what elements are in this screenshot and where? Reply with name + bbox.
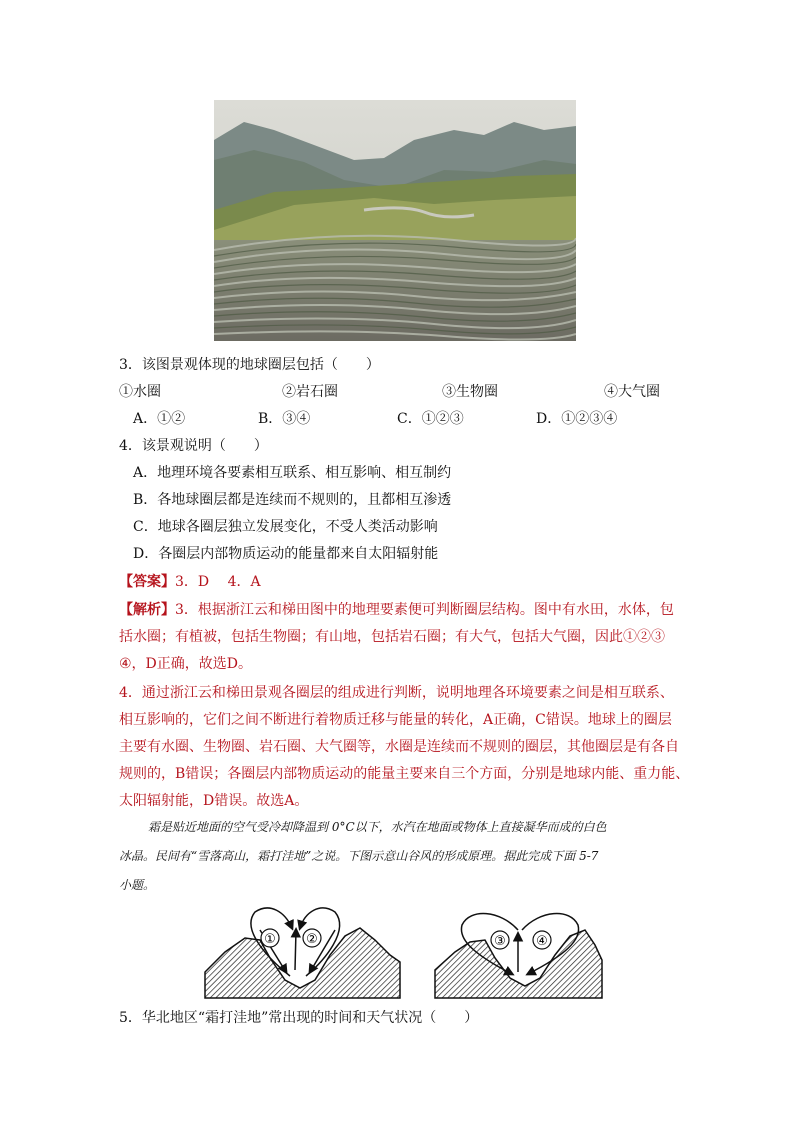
q4-option-a: A．地理环境各要素相互联系、相互影响、相互制约 xyxy=(133,465,452,481)
analysis-p2-line-1: 4．通过浙江云和梯田景观各圈层的组成进行判断，说明地理各环境要素之间是相互联系、 xyxy=(119,685,674,701)
diagram-label-2: ② xyxy=(306,932,318,947)
q3-option-a: A．①② xyxy=(133,411,186,427)
q3-item-1: ①水圈 xyxy=(119,384,161,400)
analysis-line-1 xyxy=(119,600,674,620)
intro-line-3: 小题。 xyxy=(119,878,156,892)
analysis-p2-line-5: 太阳辐射能，D错误。故选A。 xyxy=(119,793,309,809)
analysis-p2-line-4: 规则的，B错误；各圈层内部物质运动的能量主要来自三个方面，分别是地球内能、重力能、 xyxy=(119,766,690,782)
terrace-landscape-photo xyxy=(214,100,576,341)
answer-label: 【答案】 xyxy=(119,574,175,590)
analysis-p2-line-3: 主要有水圈、生物圈、岩石圈、大气圈等，水圈是连续而不规则的圈层，其他圈层是有各自 xyxy=(119,739,679,755)
q3-option-b: B．③④ xyxy=(258,411,311,427)
analysis-p2-line-2: 相互影响的，它们之间不断进行着物质迁移与能量的转化，A正确，C错误。地球上的圈层 xyxy=(119,712,672,728)
q4-option-b: B．各地球圈层都是连续而不规则的，且都相互渗透 xyxy=(133,492,452,508)
q3-item-3: ③生物圈 xyxy=(442,384,498,400)
analysis-p1-line-1: 3．根据浙江云和梯田图中的地理要素便可判断圈层结构。图中有水田，水体，包 xyxy=(175,602,674,618)
diagram-label-3: ③ xyxy=(494,934,506,949)
intro-line-2: 冰晶。民间有“雪落高山，霜打洼地”之说。下图示意山谷风的形成原理。据此完成下面 5-7 xyxy=(119,849,599,863)
q4-option-c: C．地球各圈层独立发展变化，不受人类活动影响 xyxy=(133,519,438,535)
q3-item-2: ②岩石圈 xyxy=(282,384,338,400)
analysis-label: 【解析】 xyxy=(119,602,175,618)
analysis-p1-line-2: 括水圈；有植被，包括生物圈；有山地，包括岩石圈；有大气，包括大气圈，因此①②③ xyxy=(119,629,665,645)
answer-text: 3．D 4．A xyxy=(175,574,261,590)
analysis-p1-line-3: ④，D正确，故选D。 xyxy=(119,656,252,672)
intro-line-1: 霜是贴近地面的空气受冷却降温到 0°C以下，水汽在地面或物体上直接凝华而成的白色 xyxy=(148,820,607,834)
q4-option-d: D．各圈层内部物质运动的能量都来自太阳辐射能 xyxy=(133,546,439,562)
q5-stem: 5．华北地区“霜打洼地”常出现的时间和天气状况（ ） xyxy=(119,1010,479,1026)
valley-wind-diagram xyxy=(200,900,610,1005)
answer-line xyxy=(119,572,261,592)
q3-option-d: D．①②③④ xyxy=(536,411,618,427)
q3-item-4: ④大气圈 xyxy=(604,384,660,400)
diagram-label-1: ① xyxy=(264,932,276,947)
diagram-label-4: ④ xyxy=(536,934,548,949)
q3-stem: 3．该图景观体现的地球圈层包括（ ） xyxy=(119,357,380,373)
q3-option-c: C．①②③ xyxy=(397,411,464,427)
q4-stem: 4．该景观说明（ ） xyxy=(119,438,268,454)
